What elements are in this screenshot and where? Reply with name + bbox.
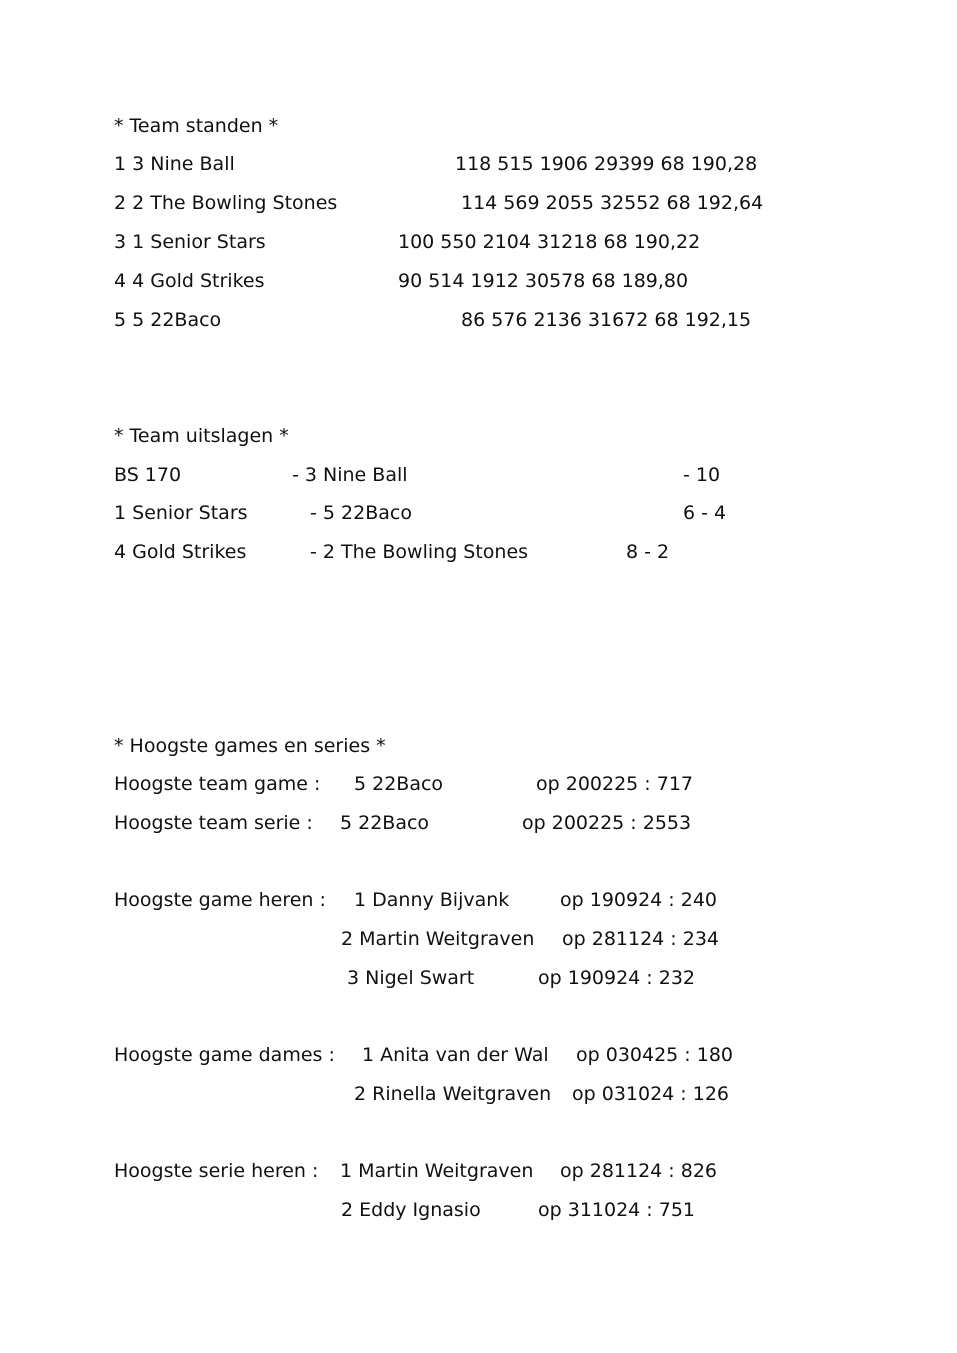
high-label: Hoogste team game : bbox=[114, 773, 321, 795]
results-heading: * Team uitslagen * bbox=[114, 425, 289, 447]
result-home-team: 4 Gold Strikes bbox=[114, 541, 247, 563]
high-label: Hoogste game heren : bbox=[114, 889, 326, 911]
result-away-team: - 5 22Baco bbox=[310, 502, 412, 524]
high-label: Hoogste game dames : bbox=[114, 1044, 335, 1066]
standings-row-stats: 114 569 2055 32552 68 192,64 bbox=[461, 192, 764, 214]
high-name: 5 22Baco bbox=[340, 812, 430, 834]
high-name: 3 Nigel Swart bbox=[347, 967, 475, 989]
high-name: 2 Martin Weitgraven bbox=[341, 928, 535, 950]
standings-row-stats: 100 550 2104 31218 68 190,22 bbox=[398, 231, 701, 253]
result-score: 8 - 2 bbox=[626, 541, 670, 563]
result-score: - 10 bbox=[683, 464, 721, 486]
high-date-score: op 281124 : 234 bbox=[562, 928, 720, 950]
high-date-score: op 190924 : 232 bbox=[538, 967, 696, 989]
result-away-team: - 3 Nine Ball bbox=[292, 464, 408, 486]
standings-row-stats: 86 576 2136 31672 68 192,15 bbox=[461, 309, 752, 331]
standings-row-team: 4 4 Gold Strikes bbox=[114, 270, 265, 292]
result-home-team: 1 Senior Stars bbox=[114, 502, 248, 524]
high-date-score: op 281124 : 826 bbox=[560, 1160, 718, 1182]
standings-row-team: 2 2 The Bowling Stones bbox=[114, 192, 338, 214]
highs-heading: * Hoogste games en series * bbox=[114, 735, 386, 757]
high-name: 1 Anita van der Wal bbox=[362, 1044, 549, 1066]
standings-row-team: 1 3 Nine Ball bbox=[114, 153, 235, 175]
high-name: 5 22Baco bbox=[354, 773, 444, 795]
result-home-team: BS 170 bbox=[114, 464, 182, 486]
standings-row-stats: 90 514 1912 30578 68 189,80 bbox=[398, 270, 689, 292]
result-score: 6 - 4 bbox=[683, 502, 727, 524]
high-date-score: op 200225 : 717 bbox=[536, 773, 694, 795]
standings-heading: * Team standen * bbox=[114, 115, 279, 137]
high-date-score: op 031024 : 126 bbox=[572, 1083, 730, 1105]
high-name: 1 Martin Weitgraven bbox=[340, 1160, 534, 1182]
high-name: 1 Danny Bijvank bbox=[354, 889, 510, 911]
high-date-score: op 311024 : 751 bbox=[538, 1199, 696, 1221]
high-name: 2 Rinella Weitgraven bbox=[354, 1083, 552, 1105]
high-date-score: op 190924 : 240 bbox=[560, 889, 718, 911]
standings-row-stats: 118 515 1906 29399 68 190,28 bbox=[455, 153, 758, 175]
standings-row-team: 3 1 Senior Stars bbox=[114, 231, 266, 253]
high-label: Hoogste serie heren : bbox=[114, 1160, 319, 1182]
high-date-score: op 030425 : 180 bbox=[576, 1044, 734, 1066]
result-away-team: - 2 The Bowling Stones bbox=[310, 541, 529, 563]
high-name: 2 Eddy Ignasio bbox=[341, 1199, 481, 1221]
high-label: Hoogste team serie : bbox=[114, 812, 313, 834]
standings-row-team: 5 5 22Baco bbox=[114, 309, 222, 331]
high-date-score: op 200225 : 2553 bbox=[522, 812, 692, 834]
